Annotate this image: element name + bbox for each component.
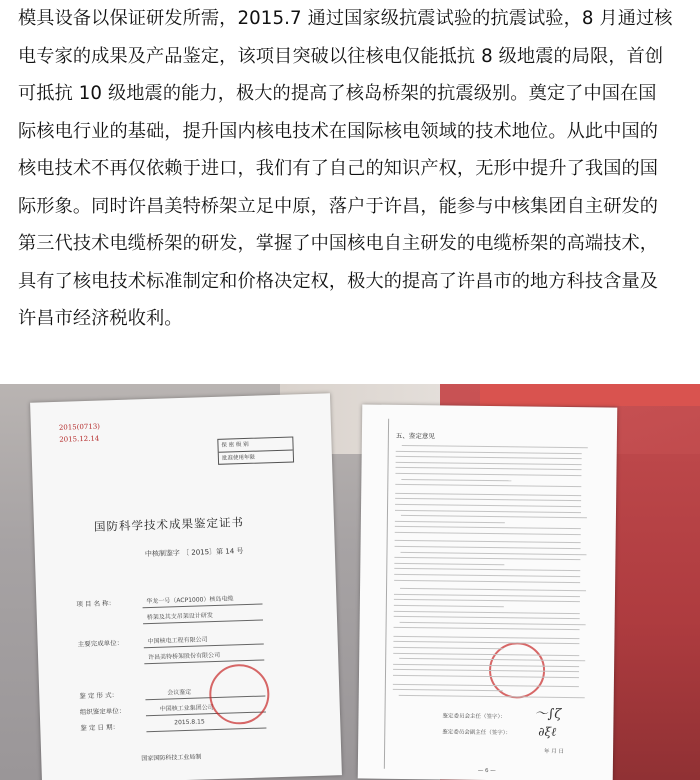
opinion-text-line [395,546,581,549]
opinion-text-line [393,664,579,667]
red-banner [480,384,700,406]
certificate-number: 中核制鉴字 〔 2015〕第 14 号 [144,547,244,559]
paragraph-line: 际形象。同时许昌美特桥架立足中原，落户于许昌，能参与中核集团自主研发的 [18,195,659,217]
opinion-text-line [395,473,581,476]
margin-line [384,419,389,769]
field-label-unit: 组织鉴定单位： [79,706,126,717]
signature: 〜∫ζ [534,706,562,722]
opinion-text-line [396,456,582,459]
opinion-text-line [394,563,504,565]
opinion-text-line [394,610,580,613]
opinion-text-line [393,669,579,672]
opinion-text-line [395,540,581,543]
opinion-text-line [395,509,581,512]
opinion-text-line [395,493,581,496]
opinion-text-line [394,568,580,571]
field-value-unit: 中国核工业集团公司 [159,704,214,713]
opinion-text-line [394,616,580,619]
opinion-text-line [395,521,505,523]
opinion-text-line [401,479,511,481]
vice-chair-sign-label: 鉴定委员会副主任（签字）： [442,729,512,737]
opinion-text-line [394,574,580,577]
chair-sign-label: 鉴定委员会主任（签字）： [442,713,506,721]
opinion-text-line [395,526,581,529]
opinion-text-line [394,594,580,597]
opinion-text-line [400,622,586,625]
field-label-org: 主要完成单位： [77,638,124,649]
opinion-text-line [396,462,582,465]
opinion-date: 年 月 日 [544,748,565,755]
page-number: — 6 — [477,767,496,775]
paragraph-line: 具有了核电技术标准制定和价格决定权，极大的提高了许昌市的地方科技含量及 [18,270,659,292]
opinion-text-line [395,498,581,501]
field-value-project-2: 桥架及其支吊架设计研发 [146,612,213,622]
opinion-text-line [396,467,582,470]
opinion-text-line [400,552,586,555]
opinion-text-line [394,627,580,630]
opinion-text-line [394,599,580,602]
paragraph-line: 可抵抗 10 级地震的能力，极大的提高了核岛桥架的抗震级别。奠定了中国在国 [18,83,657,104]
field-label-project: 项 目 名 称： [76,599,116,609]
paragraph-line: 模具设备以保证研发所需，2015.7 通过国家级抗震试验的抗震试验，8 月通过核 [18,8,673,29]
appraisal-opinion-page [358,404,618,780]
period-row: 批准使用年限 [221,454,256,462]
opinion-text-line [402,445,588,448]
issuing-authority: 国家国防科技工业局制 [141,753,202,763]
opinion-text-line [401,515,587,518]
opinion-text-line [393,689,503,691]
opinion-text-line [394,557,580,560]
certificate-cover-page [30,393,342,780]
field-label-form: 鉴 定 形 式： [79,691,119,701]
handwritten-note: 2015(0713) [58,422,101,432]
opinion-text-line [396,450,582,453]
opinion-text-line [393,647,503,649]
article-paragraph [18,0,690,338]
field-value-project: 华龙一号（ACP1000）核岛电缆 [146,595,234,606]
underline [146,727,266,732]
opinion-text-line [395,504,581,507]
handwritten-date: 2015.12.14 [59,434,100,444]
opinion-text-line [394,579,580,582]
paragraph-line: 许昌市经济税收利。 [18,308,183,329]
certificate-title: 国防科学技术成果鉴定证书 [93,515,245,534]
paragraph-line: 际核电行业的基础，提升国内核电技术在国际核电领域的技术地位。从此中国的 [18,120,659,142]
red-seal [208,663,270,725]
field-value-date: 2015.8.15 [174,718,205,727]
opinion-text-line [395,532,581,535]
opinion-heading: 五、鉴定意见 [395,431,435,441]
opinion-text-line [400,588,586,591]
opinion-text-line [393,675,579,678]
opinion-text-line [393,652,579,655]
opinion-text-line [394,605,504,607]
field-label-date: 鉴 定 日 期： [80,723,120,733]
opinion-text-line [399,695,585,698]
field-value-org: 中国核电工程有限公司 [147,636,208,646]
certificate-photo [0,384,700,780]
opinion-text-line [393,641,579,644]
paragraph-line: 第三代技术电缆桥架的研发，掌握了中国核电自主研发的电缆桥架的高端技术， [18,233,659,254]
signature-2: ∂ξℓ [538,724,557,739]
paragraph-line: 核电技术不再仅依赖于进口，我们有了自己的知识产权，无形中提升了我国的国 [18,158,659,179]
classification-box [217,436,294,464]
field-value-form: 会议鉴定 [167,688,192,697]
opinion-text-line [393,683,579,686]
opinion-text-line [395,484,581,487]
paragraph-line: 电专家的成果及产品鉴定，该项目突破以往核电仅能抵抗 8 级地震的局限，首创 [18,45,664,67]
opinion-text-line [393,636,579,639]
field-value-org-2: 许昌美特桥架股份有限公司 [148,651,221,662]
classification-row: 保 密 级 别 [218,437,292,452]
